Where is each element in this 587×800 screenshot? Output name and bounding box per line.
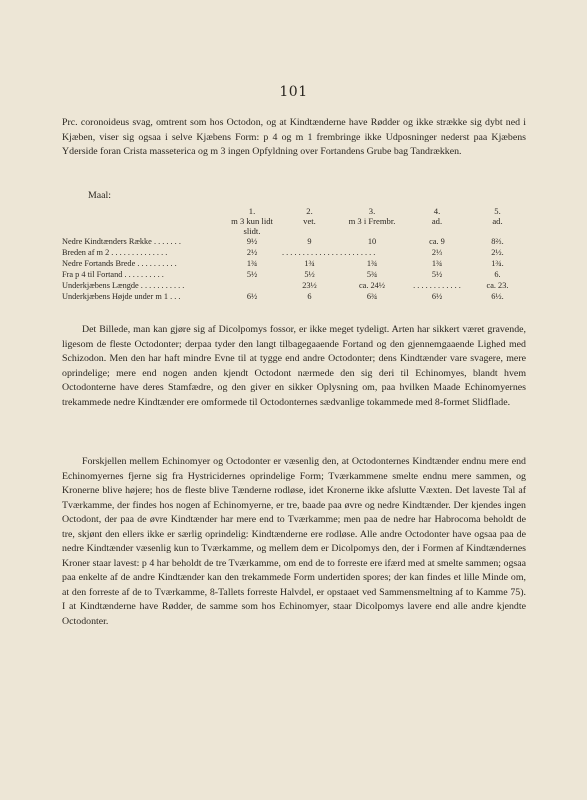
cell-value: 6¾ (366, 292, 378, 301)
body-paragraph: Det Billede, man kan gjøre sig af Dicolpomys fossor, er ikke meget tydeligt. Arten har sikkert været gravende, ligesom de fleste Octodonter; derpaa tyder den langt tilbagegaaende Fortand og den gjennemgaaende Lighed med Schizodon. Men den har haft mindre Evne til at tygge end andre Octodonter; dens Kindtænder vare svagere, mere oprindelige; mere end nogen anden kjendt Octodont nærmede den sig deri til Echinomyes, blandt hvem Octodonterne have deres Stamfædre, og den giver en sikker Oplysning om, paa hvilken Maade Echinomyernes trekammede nedre Kindtænder ere omformede til Octodonternes sædvanlige tokammede med 8-formet Slidflade. (62, 324, 526, 408)
column-subtitle: m 3 kun lidt slidt. (231, 216, 273, 236)
intro-text-block (62, 116, 526, 160)
body-text-block-2 (62, 455, 526, 629)
table-row (62, 269, 528, 280)
cell-value: 1¾ (366, 259, 378, 268)
cell-value: 5½ (304, 270, 315, 279)
cell-value: 9 (307, 237, 312, 246)
cell-value: 1¾ (431, 259, 443, 268)
cell-value: 5½ (431, 270, 443, 279)
cell-value: 23½ (302, 281, 317, 290)
table-row (62, 258, 528, 269)
cell-value: 6½ (431, 292, 443, 301)
cell-value: 6 (307, 292, 312, 301)
column-number: 2. (306, 206, 313, 216)
row-label: Underkjæbens Højde under m 1 . . . (62, 292, 181, 301)
cell-value: 2½. (491, 248, 504, 257)
cell-value: 10 (367, 237, 377, 246)
column-subtitle: ad. (492, 216, 503, 226)
column-subtitle: ad. (431, 216, 443, 226)
cell-value: ca. 9 (429, 237, 445, 246)
table-row (62, 280, 528, 291)
body-paragraph: Forskjellen mellem Echinomyer og Octodonter er væsenlig den, at Octodonternes Kindtænder endnu mere end Echinomyernes fjerne sig fra Hystricidernes oprindelige Form; Tværkammene smelte endnu mere sammen, og Kronerne blive højere; hos de fleste blive Tænderne rodløse, idet Kronerne ikke afslutte Væxten. Det laveste Tal af Tværkamme, der findes hos nogen af Echinomyerne, er tre, baade paa øvre og nedre Kindtænder. Der kjendes ingen Octodont, der paa de øvre Kindtænder har mere end to Tværkamme; men paa de nedre har Habrocoma beholdt de tre, skjønt den ellers ikke er særlig oprindelig: Kindtænderne ere rodløse. Alle andre Octodonter have ogsaa paa de nedre Kindtænder væsenlig kun to Tværkamme, og mellem dem er Dicolpomys den, der i Formen af Kindtændernes Kroner staar lavest: p 4 har beholdt de tre Tværkamme, om end de to forreste ere ifærd med at smelte sammen; ogsaa paa enkelte af de andre Kindtænder kan den trekammede Form undertiden spores; der kan findes et lille Minde om, at den forreste af de to Tværkamme, 8-Tallets forreste Halvdel, er opstaaet ved Sammensmeltning af to Kamme 75). I at Kindtænderne have Rødder, de samme som hos Echinomyer, staar Dicolpomys lavere end alle andre kjendte Octodonter. (62, 456, 526, 627)
column-subtitle: m 3 i Frembr. (348, 216, 396, 226)
row-label: Nedre Kindtænders Række . . . . . . . (62, 237, 181, 246)
table-row (62, 236, 528, 247)
table-header-empty (62, 206, 222, 217)
cell-value: 1¾ (304, 259, 315, 268)
cell-value: 5½ (246, 270, 258, 279)
cell-value: 2⅓ (431, 248, 443, 257)
intro-paragraph: Prc. coronoideus svag, omtrent som hos Octodon, og at Kindtænderne have Rødder og ikke strække sig dybt ned i Kjæben, viser sig ogsaa i selve Kjæbens Form: p 4 og m 1 frembringe ikke Udposninger nederst paa Kjæbens Yderside foran Crista masseterica og m 3 ingen Opfyldning over Fortandens Grube bag Tandrækken. (62, 117, 526, 157)
cell-value: 6. (494, 270, 501, 279)
body-text-block-1 (62, 323, 526, 410)
column-subtitle: vet. (303, 216, 316, 226)
column-number: 3. (368, 206, 376, 216)
cell-value: 8⅔. (491, 237, 504, 246)
table-header-empty (62, 217, 222, 236)
column-number: 4. (433, 206, 441, 216)
row-label: Fra p 4 til Fortand . . . . . . . . . . (62, 270, 164, 279)
table-header-numbers (62, 206, 528, 217)
column-number: 1. (248, 206, 256, 216)
cell-value: 6½ (246, 292, 258, 301)
cell-value: . . . . . . . . . . . . (413, 281, 461, 290)
cell-value: 5¾ (366, 270, 378, 279)
row-label: Nedre Fortands Brede . . . . . . . . . . (62, 259, 177, 268)
row-label: Breden af m 2 . . . . . . . . . . . . . . (62, 248, 168, 257)
cell-value: ca. 24½ (358, 281, 386, 290)
table-row (62, 291, 528, 302)
cell-value: . . . . . . . . . . . . . . . . . . . . . . . (282, 248, 376, 257)
cell-value (222, 280, 282, 291)
cell-value: ca. 23. (486, 281, 509, 290)
measurements-label: Maal: (88, 190, 112, 201)
cell-value: 1¾ (246, 259, 258, 268)
measurements-table (62, 206, 528, 302)
page-number: 101 (279, 84, 308, 100)
cell-value: 1¾. (491, 259, 504, 268)
cell-value: 6½. (491, 292, 504, 301)
table-row (62, 247, 528, 258)
row-label: Underkjæbens Længde . . . . . . . . . . . (62, 281, 185, 290)
column-number: 5. (494, 206, 501, 216)
table-header-subtitles (62, 217, 528, 236)
cell-value: 2½ (246, 248, 258, 257)
cell-value: 9½ (246, 237, 258, 246)
